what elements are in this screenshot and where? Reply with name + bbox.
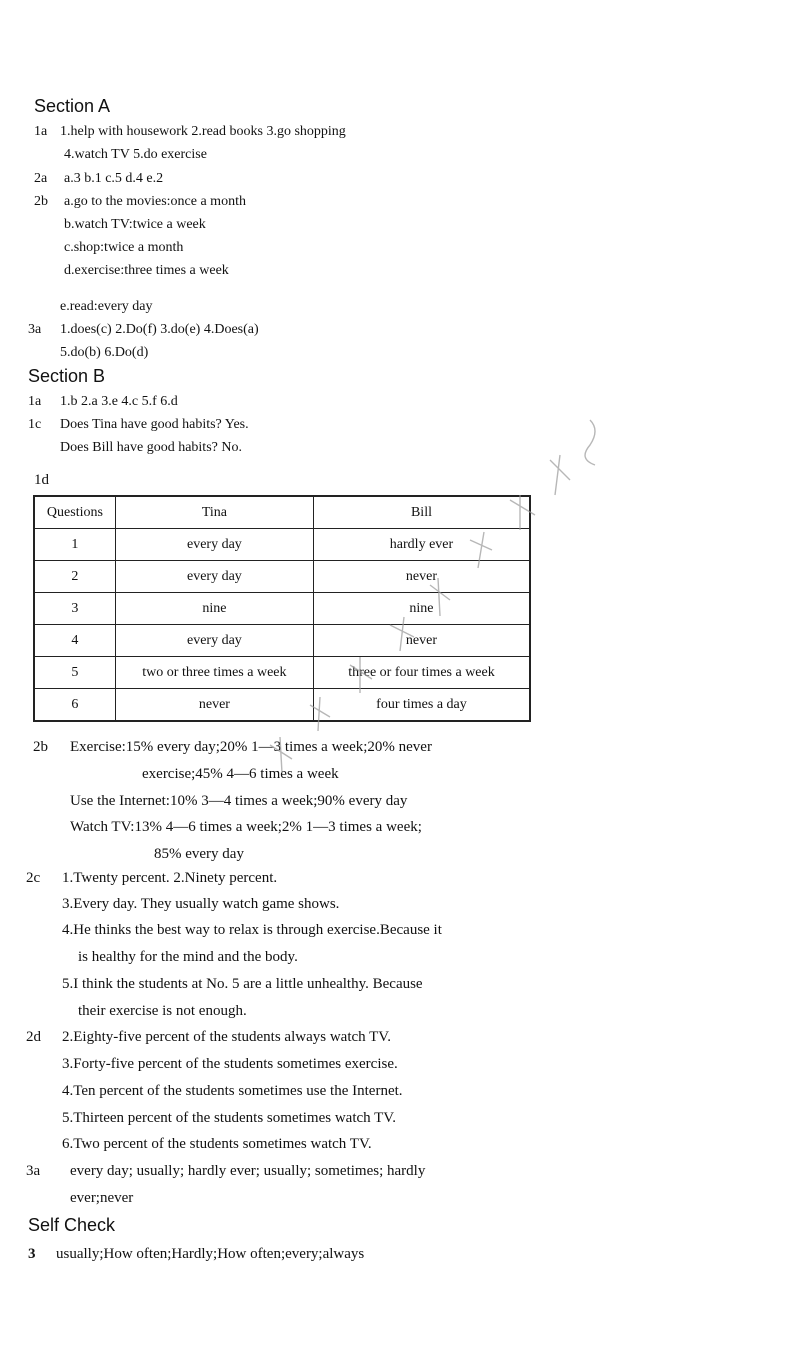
table-cell: never bbox=[313, 561, 530, 593]
answer-line: 4.Ten percent of the students sometimes use the Internet. bbox=[62, 1083, 403, 1099]
table-row bbox=[34, 561, 530, 593]
answer-line: 85% every day bbox=[154, 846, 244, 862]
answer-line: Watch TV:13% 4—6 times a week;2% 1—3 times a week; bbox=[70, 819, 422, 835]
answer-line: 4.He thinks the best way to relax is through exercise.Because it bbox=[62, 922, 442, 938]
answer-line: e.read:every day bbox=[60, 299, 153, 314]
item-label: 2b bbox=[33, 739, 48, 755]
table-row bbox=[34, 529, 530, 561]
answer-line: 5.do(b) 6.Do(d) bbox=[60, 345, 149, 360]
table-cell: 2 bbox=[34, 561, 115, 593]
table-header-cell: Questions bbox=[34, 496, 115, 529]
answer-line: 1.Twenty percent. 2.Ninety percent. bbox=[62, 870, 278, 886]
section-a-title: Section A bbox=[34, 96, 111, 116]
answer-line: 3.Every day. They usually watch game shows. bbox=[62, 896, 340, 912]
item-label: 3a bbox=[26, 1163, 41, 1179]
table-header-row bbox=[34, 496, 530, 529]
answer-line: Does Tina have good habits? Yes. bbox=[60, 417, 249, 432]
item-label: 2a bbox=[34, 171, 48, 186]
item-label: 1a bbox=[34, 124, 48, 139]
table-row bbox=[34, 657, 530, 689]
item-label: 2c bbox=[26, 870, 41, 886]
item-label: 2b bbox=[34, 194, 48, 209]
answer-line: b.watch TV:twice a week bbox=[64, 217, 206, 232]
answer-line: every day; usually; hardly ever; usually; sometimes; hardly bbox=[70, 1163, 426, 1179]
table-cell: every day bbox=[115, 625, 313, 657]
table-cell: never bbox=[115, 689, 313, 722]
table-cell: 3 bbox=[34, 593, 115, 625]
table-cell: two or three times a week bbox=[115, 657, 313, 689]
item-label: 1c bbox=[28, 417, 42, 432]
answer-line: d.exercise:three times a week bbox=[64, 263, 229, 278]
answer-line: 3.Forty-five percent of the students sometimes exercise. bbox=[62, 1056, 398, 1072]
table-header-cell: Bill bbox=[313, 496, 530, 529]
answer-line: 5.Thirteen percent of the students sometimes watch TV. bbox=[62, 1110, 396, 1126]
answer-line: Exercise:15% every day;20% 1—3 times a week;20% never bbox=[70, 739, 432, 755]
table-cell: every day bbox=[115, 561, 313, 593]
table-cell: nine bbox=[115, 593, 313, 625]
table-cell: every day bbox=[115, 529, 313, 561]
answer-line: 1.help with housework 2.read books 3.go shopping bbox=[60, 124, 346, 139]
answer-line: ever;never bbox=[70, 1190, 134, 1206]
table-cell: three or four times a week bbox=[313, 657, 530, 689]
item-label: 3 bbox=[28, 1246, 36, 1262]
answer-line: 1.b 2.a 3.e 4.c 5.f 6.d bbox=[60, 394, 178, 409]
item-label: 1d bbox=[34, 472, 49, 488]
table-cell: hardly ever bbox=[313, 529, 530, 561]
answer-line: a.3 b.1 c.5 d.4 e.2 bbox=[64, 171, 164, 186]
item-label: 2d bbox=[26, 1029, 41, 1045]
answer-line: their exercise is not enough. bbox=[78, 1003, 247, 1019]
answer-line: Use the Internet:10% 3—4 times a week;90% every day bbox=[70, 793, 408, 809]
answer-line: 1.does(c) 2.Do(f) 3.do(e) 4.Does(a) bbox=[60, 322, 259, 337]
watermark-stroke bbox=[550, 455, 570, 495]
habits-table bbox=[33, 495, 531, 722]
watermark-stroke bbox=[585, 420, 595, 465]
table-cell: 5 bbox=[34, 657, 115, 689]
answer-line: a.go to the movies:once a month bbox=[64, 194, 246, 209]
table-cell: four times a day bbox=[313, 689, 530, 722]
answer-line: 6.Two percent of the students sometimes watch TV. bbox=[62, 1136, 372, 1152]
self-check-title: Self Check bbox=[28, 1215, 116, 1235]
table-cell: 6 bbox=[34, 689, 115, 722]
answer-line: is healthy for the mind and the body. bbox=[78, 949, 298, 965]
table-row bbox=[34, 689, 530, 722]
answer-line: 2.Eighty-five percent of the students always watch TV. bbox=[62, 1029, 391, 1045]
answer-line: exercise;45% 4—6 times a week bbox=[142, 766, 339, 782]
table-row bbox=[34, 593, 530, 625]
table-cell: never bbox=[313, 625, 530, 657]
section-b-title: Section B bbox=[28, 366, 106, 386]
table-cell: 4 bbox=[34, 625, 115, 657]
answer-line: c.shop:twice a month bbox=[64, 240, 184, 255]
table-cell: 1 bbox=[34, 529, 115, 561]
answer-line: usually;How often;Hardly;How often;every;always bbox=[56, 1246, 365, 1262]
table-cell: nine bbox=[313, 593, 530, 625]
answer-line: 5.I think the students at No. 5 are a little unhealthy. Because bbox=[62, 976, 423, 992]
item-label: 3a bbox=[28, 322, 42, 337]
answer-line: 4.watch TV 5.do exercise bbox=[64, 147, 207, 162]
answer-line: Does Bill have good habits? No. bbox=[60, 440, 242, 455]
table-header-cell: Tina bbox=[115, 496, 313, 529]
item-label: 1a bbox=[28, 394, 42, 409]
table-row bbox=[34, 625, 530, 657]
